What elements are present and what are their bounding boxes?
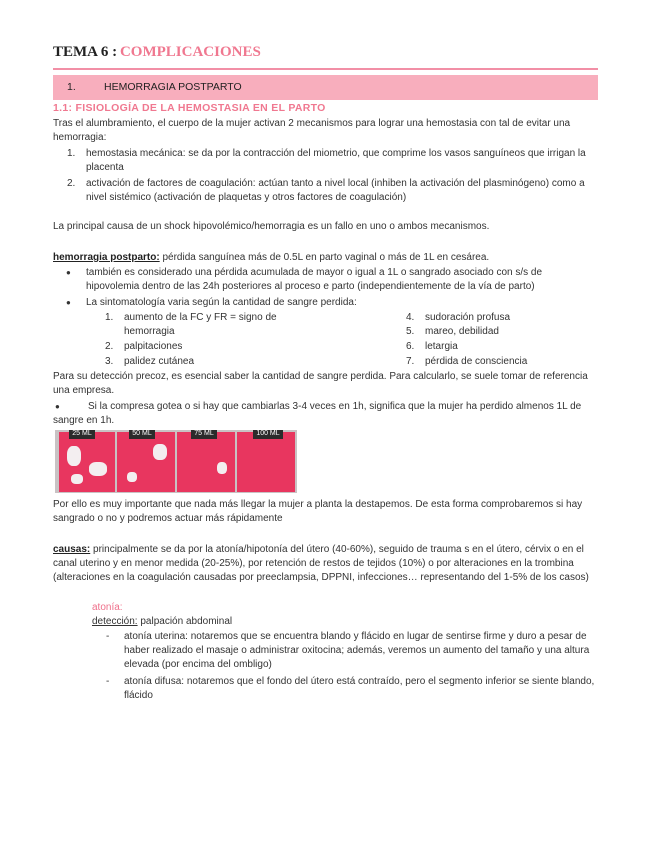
symptom-2-text: palpitaciones [124,341,183,352]
atonia-detection [92,615,232,629]
causes-term: causas: [53,544,91,555]
atonia-item-2-line-1: atonía difusa: notaremos que el fondo del útero está contraído, pero el segmento inferior se siente blando, [124,676,595,687]
importance-line-2: sangrado o no y podremos actuar más rápidamente [53,513,283,524]
symptom-7-number: 7. [406,356,415,367]
importance-line-1: Por ello es muy importante que nada más llegar la mujer a planta la destapemos. De esta forma comprobaremos si hay [53,499,583,510]
intro-line-1: Tras el alumbramiento, el cuerpo de la mujer activan 2 mecanismos para lograr una hemostasia con tal de evitar una [53,118,571,129]
pad-100ml [237,432,295,492]
bullet-icon: ● [66,268,71,277]
intro-item-1-number: 1. [67,148,76,159]
page-title [53,44,598,70]
causes-text-1: principalmente se da por la atonía/hipotonía del útero (40-60%), seguido de trauma s en el útero, cérvix o en el [90,544,584,555]
detection-bullet-line-2: sangre en 1h. [53,415,115,426]
atonia-item-1-line-2: haber realizado el masaje o administrar oxitocina; además, veremos un aumento del tamaño y una altura [124,645,590,656]
symptom-3-number: 3. [105,356,114,367]
pad-50ml [117,432,175,492]
symptom-2-number: 2. [105,341,114,352]
tema-subject: COMPLICACIONES [119,44,261,60]
bullet-icon: ● [66,298,71,307]
symptom-1-line-2: hemorragia [124,326,175,337]
atonia-item-2-line-2: flácido [124,690,153,701]
tema-label: TEMA 6 : [53,44,118,60]
intro-item-1-line-2: placenta [86,162,124,173]
atonia-title: atonía: [92,602,123,613]
intro-item-2-line-1: activación de factores de coagulación: actúan tanto a nivel local (inhiben la activación del plasminógeno) como a [86,178,585,189]
symptom-6-number: 6. [406,341,415,352]
section-heading-band [53,75,598,100]
definition-bullet-2-line-1: La sintomatología varia según la cantidad de sangre perdida: [86,297,357,308]
intro-line-2: hemorragia: [53,132,107,143]
symptom-4-text: sudoración profusa [425,312,511,323]
definition-paragraph [53,251,489,265]
dash-icon: - [106,676,110,687]
symptom-4-number: 4. [406,312,415,323]
causes-line-1 [53,543,584,557]
symptom-1-line-1: aumento de la FC y FR = signo de [124,312,277,323]
section-title: HEMORRAGIA POSTPARTO [104,81,242,93]
detection-label: detección: [92,616,138,627]
definition-term: hemorragia postparto: [53,252,160,263]
definition-bullet-1-line-2: hipovolemia dentro de las 24h posteriores al proceso e parto (independientemente de la vía de parto) [86,281,535,292]
bullet-icon: ● [55,402,60,411]
pad-25ml [59,432,115,492]
symptom-1-number: 1. [105,312,114,323]
symptom-6-text: letargia [425,341,458,352]
atonia-item-1-line-3: elevada (por encima del ombligo) [124,659,272,670]
pad-75ml [177,432,235,492]
causes-line-3: (alteraciones en la coagulación causadas por preeclampsia, DPPNI, infecciones… representando del 1-5% de los casos) [53,572,589,583]
intro-item-1-line-1: hemostasia mecánica: se da por la contracción del miometrio, que comprime los vasos sanguíneos que irrigan la [86,148,586,159]
atonia-item-1-line-1: atonía uterina: notaremos que se encuentra blando y flácido en lugar de sentirse firme y duro a pesar de [124,631,587,642]
dash-icon: - [106,631,110,642]
principal-cause-text: La principal causa de un shock hipovolémico/hemorragia es un fallo en uno o ambos mecanismos. [53,221,490,232]
symptom-5-text: mareo, debilidad [425,326,499,337]
detection-text: palpación abdominal [137,616,233,627]
definition-text: pérdida sanguínea más de 0.5L en parto vaginal o más de 1L en cesárea. [159,252,490,263]
symptom-5-number: 5. [406,326,415,337]
pad-label-100: 100 ML [253,430,283,439]
intro-item-2-line-2: nivel sistémico (activación de plaquetas y otros factores de coagulación) [86,192,407,203]
detection-line-2: una empresa. [53,385,115,396]
section-number: 1. [67,81,76,93]
pad-label-25: 25 ML [69,430,95,439]
pad-label-75: 75 ML [191,430,217,439]
subsection-title: 1.1: FISIOLOGÍA DE LA HEMOSTASIA EN EL PARTO [53,102,326,114]
causes-line-2: canal uterino y en menor medida (20-25%), por retención de restos de tejidos (10%) o por alteraciones en la trombina [53,558,574,569]
blood-loss-pads-photo [55,430,297,493]
intro-item-2-number: 2. [67,178,76,189]
detection-bullet-line-1: Si la compresa gotea o si hay que cambiarlas 3-4 veces en 1h, significa que la mujer ha perdido almenos 1L de [88,401,582,412]
symptom-7-text: pérdida de consciencia [425,356,528,367]
pad-label-50: 50 ML [129,430,155,439]
symptom-3-text: palidez cutánea [124,356,195,367]
definition-bullet-1-line-1: también es considerado una pérdida acumulada de mayor o igual a 1L o sangrado asociado con s/s de [86,267,543,278]
detection-line-1: Para su detección precoz, es esencial saber la cantidad de sangre perdida. Para calcularlo, se suele tomar de referencia [53,371,588,382]
